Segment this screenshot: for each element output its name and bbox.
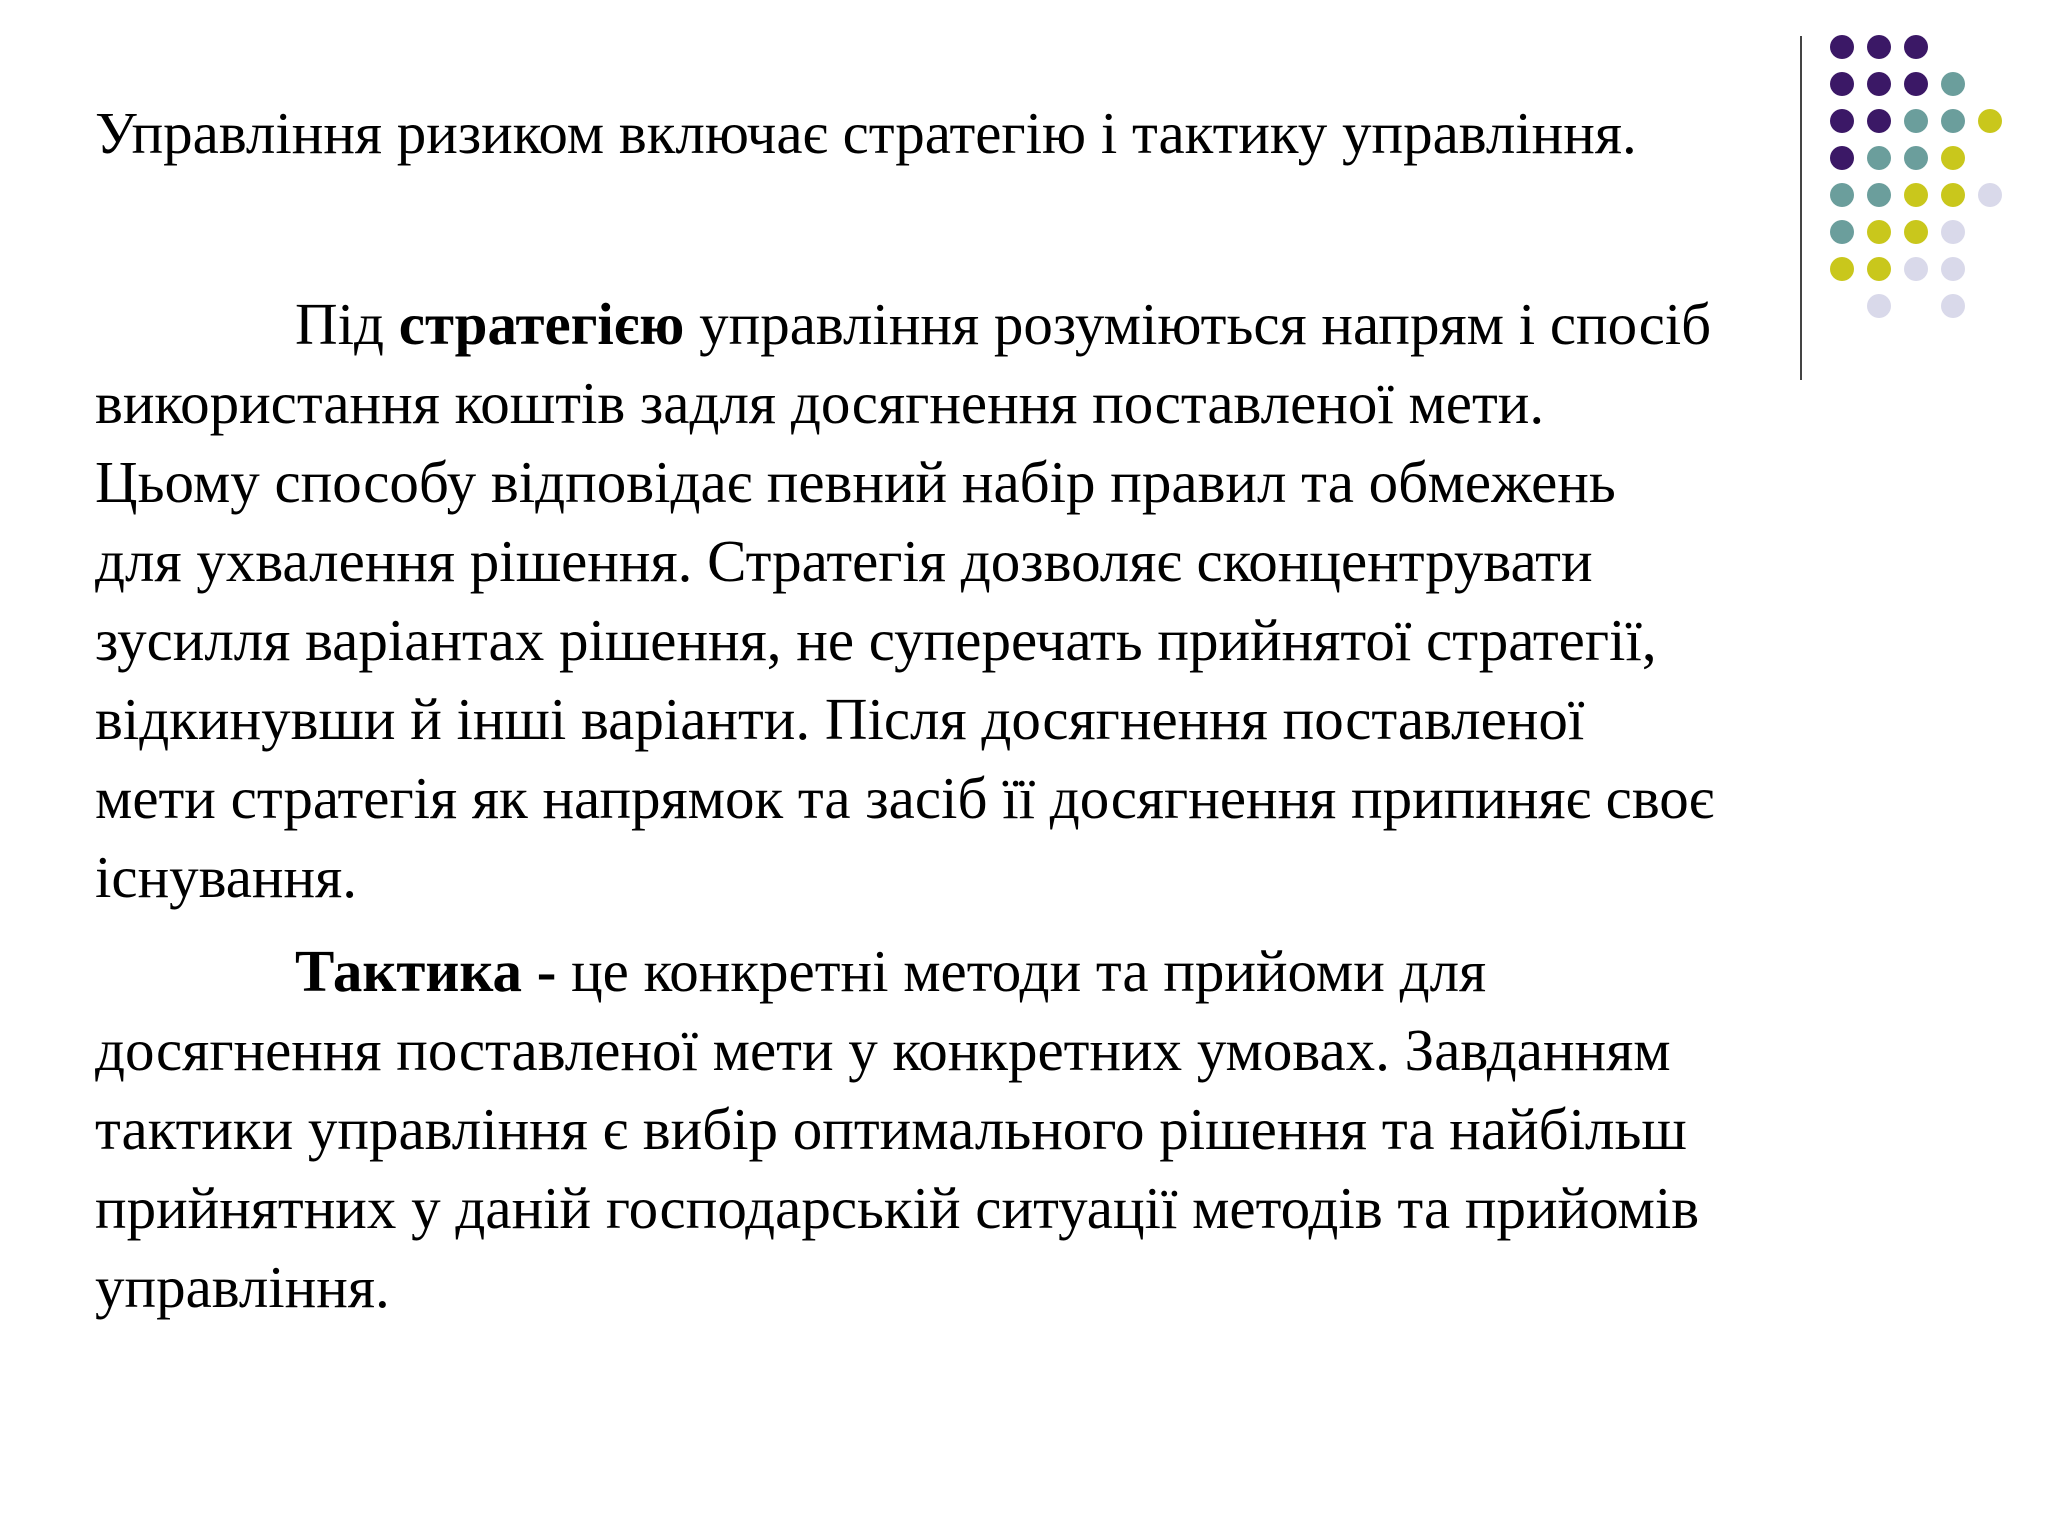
tactics-line: тактики управління є вибір оптимального рішення та найбільш [95,1096,1687,1162]
strategy-line: мети стратегія як напрямок та засіб її досягнення припиняє своє [95,765,1715,831]
decorative-dot [1867,257,1891,281]
strategy-line: зусилля варіантах рішення, не суперечать прийнятої стратегії, [95,607,1657,673]
tactics-line: прийнятних у даній господарській ситуації методів та прийомів [95,1175,1700,1241]
decorative-dot [1904,35,1928,59]
decorative-dot [1867,35,1891,59]
decorative-dot [1867,220,1891,244]
strategy-line: використання коштів задля досягнення поставленої мети. [95,370,1545,436]
slide-title-line [95,94,1895,173]
decorative-dot [1830,35,1854,59]
decorative-dot [1978,183,2002,207]
tactics-line: управління. [95,1254,390,1320]
strategy-line: для ухвалення рішення. Стратегія дозволяє сконцентрувати [95,528,1593,594]
strategy-first-line [95,285,1955,364]
tactics-paragraph [95,932,1955,1327]
decorative-dot [1904,146,1928,170]
tactics-first-line [95,932,1955,1011]
decorative-dot [1941,220,1965,244]
strategy-term: стратегією [398,291,685,357]
decorative-dot [1941,72,1965,96]
tactics-line: досягнення поставленої мети у конкретних умовах. Завданням [95,1017,1671,1083]
strategy-paragraph [95,285,1955,917]
decorative-dot [1978,109,2002,133]
decorative-dot [1941,183,1965,207]
decorative-dot [1941,109,1965,133]
strategy-line: управління розуміються напрям і спосіб [684,291,1712,357]
strategy-line: відкинувши й інші варіанти. Після досягнення поставленої [95,686,1585,752]
decorative-dot [1830,72,1854,96]
decorative-dot [1830,220,1854,244]
decorative-dot [1941,146,1965,170]
strategy-lead: Під [295,291,399,357]
decorative-dot [1904,257,1928,281]
decorative-dot [1904,72,1928,96]
decorative-dot [1904,183,1928,207]
tactics-term: Тактика - [295,938,557,1004]
decorative-dot [1904,109,1928,133]
decorative-dot [1830,257,1854,281]
decorative-dot [1867,183,1891,207]
strategy-line: існування. [95,844,357,910]
strategy-line: Цьому способу відповідає певний набір правил та обмежень [95,449,1616,515]
title-text: Управління ризиком включає стратегію і тактику управління. [95,100,1637,166]
decorative-dot [1830,183,1854,207]
decorative-dot [1941,257,1965,281]
decorative-dot [1904,220,1928,244]
decorative-dot [1867,72,1891,96]
tactics-line: це конкретні методи та прийоми для [556,938,1487,1004]
